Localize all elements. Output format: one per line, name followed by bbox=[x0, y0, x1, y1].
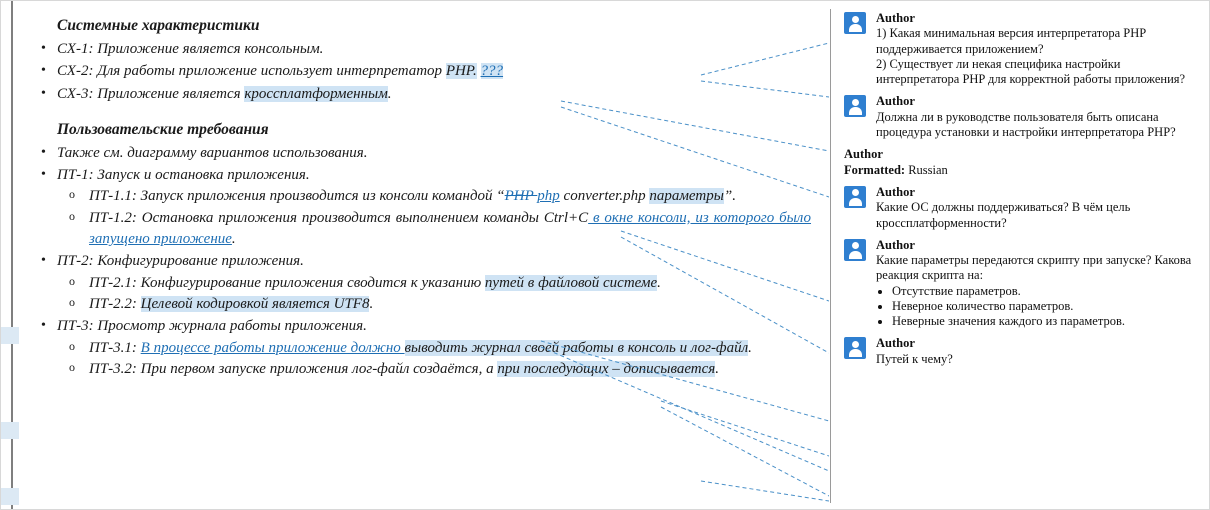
sub-list bbox=[57, 186, 811, 250]
list-item-text: ПТ-1.2: Остановка приложения производится выполнением команды Ctrl+C в окне консоли, из которого было запущено приложение. bbox=[89, 209, 812, 248]
list-item: • Неверные значения каждого из параметров. bbox=[892, 314, 1203, 329]
bullet-icon: o bbox=[69, 294, 75, 309]
margin-change-band bbox=[1, 327, 19, 344]
bullet-icon: • bbox=[41, 144, 46, 160]
comment-item[interactable] bbox=[844, 238, 1203, 330]
comment-author: Author bbox=[876, 11, 915, 25]
comments-pane bbox=[830, 1, 1210, 510]
list-item-text: ПТ-2.1: Конфигурирование приложения сводится к указанию путей в файловой системе. bbox=[89, 274, 661, 291]
comment-author: Author bbox=[876, 184, 915, 199]
bullet-icon: • bbox=[41, 318, 46, 334]
comment-line: Должна ли в руководстве пользователя быть описана процедура установки и настройки интерпретатора PHP? bbox=[876, 109, 1176, 139]
list-item bbox=[27, 165, 811, 250]
requirements-list bbox=[27, 39, 811, 105]
list-item-text: Также см. диаграмму вариантов использования. bbox=[57, 144, 368, 161]
list-item bbox=[27, 143, 811, 164]
list-item: • Отсутствие параметров. bbox=[892, 284, 1203, 299]
list-item bbox=[57, 186, 811, 207]
list-item-text: ПТ-3.1: В процессе работы приложение должно выводить журнал своей работы в консоль и лог-файл. bbox=[89, 339, 752, 356]
comment-item[interactable] bbox=[844, 94, 1203, 140]
section-heading: Системные характеристики bbox=[57, 17, 260, 34]
list-item-text: ПТ-1.1: Запуск приложения производится из консоли командой “PHP php converter.php параметры”. bbox=[89, 188, 736, 205]
list-item: • Неверное количество параметров. bbox=[892, 299, 1203, 314]
comment-body bbox=[876, 253, 1203, 329]
list-item bbox=[27, 84, 811, 105]
user-avatar-icon bbox=[844, 239, 866, 261]
user-avatar-icon bbox=[844, 95, 866, 117]
comment-line: 2) Существует ли некая специфика настройки интерпретатора PHP для корректной работы приложения? bbox=[876, 56, 1186, 87]
comment-body bbox=[844, 163, 1203, 178]
list-item bbox=[57, 273, 811, 294]
bullet-icon: o bbox=[69, 208, 75, 223]
bullet-icon: • bbox=[41, 253, 46, 269]
comment-author: Author bbox=[876, 336, 915, 351]
list-item bbox=[57, 294, 811, 315]
user-avatar-icon bbox=[844, 337, 866, 359]
comment-line: Какие параметры передаются скрипту при запуске? Какова реакция скрипта на: bbox=[876, 253, 1192, 283]
list-item-text: СХ-1: Приложение является консольным. bbox=[57, 41, 324, 57]
comment-body bbox=[876, 26, 1203, 87]
comment-author: Author bbox=[844, 147, 883, 162]
comment-author: Author bbox=[876, 237, 915, 252]
list-item bbox=[27, 251, 811, 315]
list-item bbox=[57, 359, 811, 380]
list-item-text: ПТ-2.2: Целевой кодировкой является UTF8. bbox=[89, 295, 374, 312]
formatted-change-item[interactable] bbox=[844, 147, 1203, 178]
list-item bbox=[27, 61, 811, 82]
comment-body bbox=[876, 200, 1203, 231]
comment-item[interactable] bbox=[844, 11, 1203, 87]
document-body bbox=[1, 1, 829, 510]
comment-author: Author bbox=[876, 94, 915, 109]
list-item-text: ПТ-2: Конфигурирование приложения. bbox=[57, 253, 304, 270]
user-avatar-icon bbox=[844, 12, 866, 34]
list-item-text: ПТ-3.2: При первом запуске приложения лог-файл создаётся, а при последующих – дописывается. bbox=[89, 360, 720, 377]
formatted-label: Formatted: bbox=[844, 162, 906, 177]
list-item-text: СХ-3: Приложение является кроссплатформенным. bbox=[57, 85, 392, 102]
sub-list bbox=[57, 273, 811, 316]
list-item bbox=[27, 39, 811, 60]
comment-item[interactable] bbox=[844, 336, 1203, 367]
margin-change-band bbox=[1, 488, 19, 505]
comment-line: Какие ОС должны поддерживаться? В чём цель кроссплатформенности? bbox=[876, 200, 1131, 230]
section-heading: Пользовательские требования bbox=[57, 120, 269, 138]
comment-body bbox=[876, 352, 1203, 367]
list-item bbox=[27, 316, 811, 380]
list-item bbox=[57, 338, 811, 359]
comment-item[interactable] bbox=[844, 185, 1203, 231]
list-item-text: ПТ-1: Запуск и остановка приложения. bbox=[57, 167, 310, 184]
formatted-value: Russian bbox=[908, 162, 948, 177]
list-item-text: СХ-2: Для работы приложение использует интерпретатор PHP. ??? bbox=[57, 63, 504, 80]
comment-bullet-list bbox=[876, 284, 1203, 330]
comment-line: 1) Какая минимальная версия интерпретатора PHP поддерживается приложением? bbox=[876, 26, 1146, 56]
bullet-icon: • bbox=[41, 167, 46, 183]
bullet-icon: o bbox=[69, 273, 75, 288]
bullet-icon: o bbox=[69, 338, 75, 353]
sub-list bbox=[57, 338, 811, 381]
comment-line: Путей к чему? bbox=[876, 351, 953, 366]
list-item bbox=[57, 208, 811, 251]
list-item-text: ПТ-3: Просмотр журнала работы приложения. bbox=[57, 318, 367, 335]
requirements-list bbox=[27, 143, 811, 380]
user-avatar-icon bbox=[844, 186, 866, 208]
bullet-icon: • bbox=[41, 85, 46, 101]
margin-change-band bbox=[1, 422, 19, 439]
bullet-icon: • bbox=[41, 41, 46, 56]
comment-body bbox=[876, 110, 1203, 141]
bullet-icon: o bbox=[69, 187, 75, 202]
bullet-icon: • bbox=[41, 63, 46, 79]
bullet-icon: o bbox=[69, 359, 75, 374]
